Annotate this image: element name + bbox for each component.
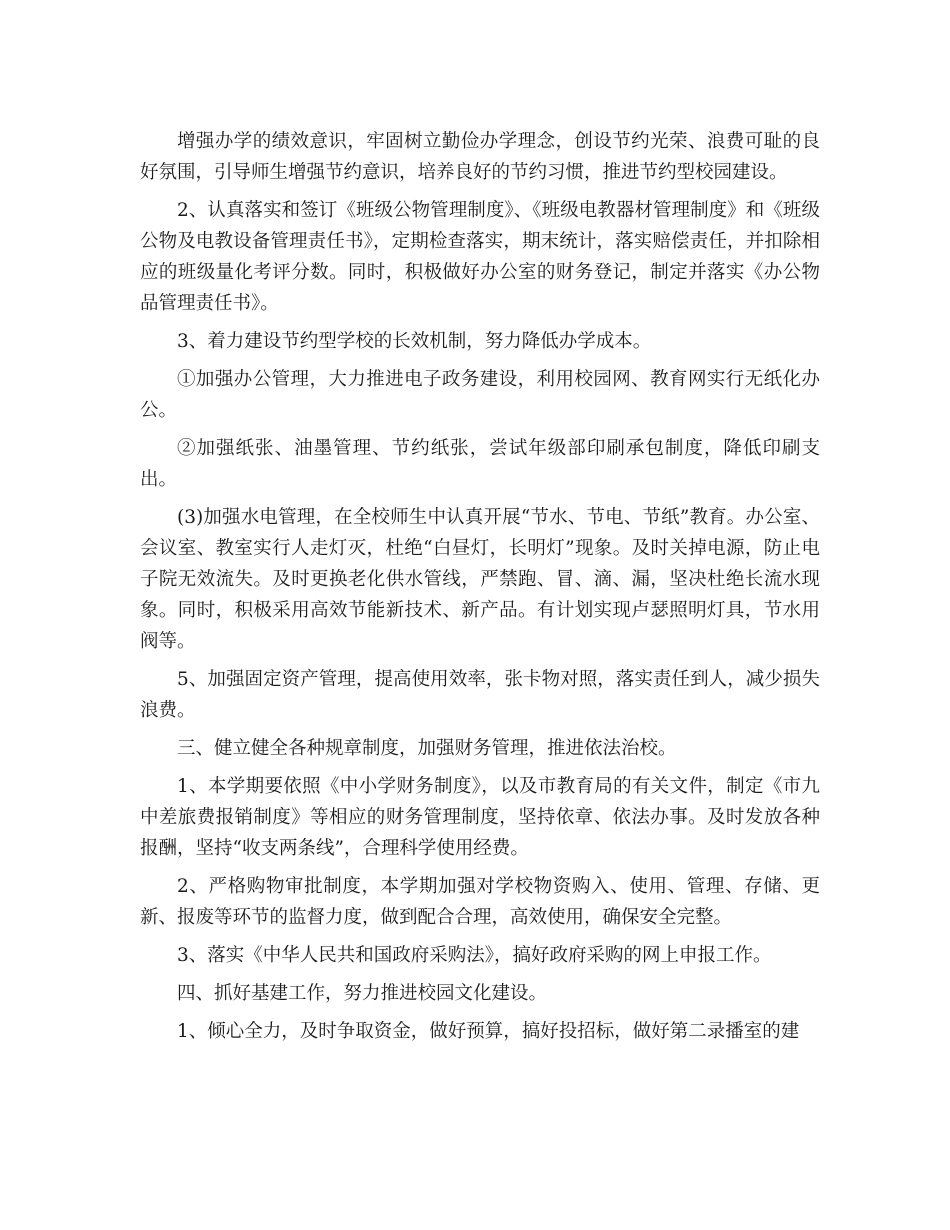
section-heading: 三、健立健全各种规章制度，加强财务管理，推进依法治校。 xyxy=(177,738,677,759)
paragraph: 3、着力建设节约型学校的长效机制，努力降低办学成本。 xyxy=(177,331,652,352)
paragraph: 3、落实《中华人民共和国政府采购法》，搞好政府采购的网上申报工作。 xyxy=(177,945,772,966)
paragraph: 1、本学期要依照《中小学财务制度》，以及市教育局的有关文件，制定《市九中差旅费报销制度》等相应的财务管理制度，坚持依章、依法办事。及时发放各种报酬，坚持“收支两条线”，合理科学使用经费。 xyxy=(140,776,820,859)
paragraph: ②加强纸张、油墨管理、节约纸张，尝试年级部印刷承包制度，降低印刷支出。 xyxy=(140,438,820,490)
paragraph: 增强办学的绩效意识，牢固树立勤俭办学理念，创设节约光荣、浪费可耻的良好氛围，引导师生增强节约意识，培养良好的节约习惯，推进节约型校园建设。 xyxy=(140,131,820,183)
paragraph: ①加强办公管理，大力推进电子政务建设，利用校园网、教育网实行无纸化办公。 xyxy=(140,369,820,421)
section-heading: 四、抓好基建工作，努力推进校园文化建设。 xyxy=(177,983,548,1004)
paragraph: 1、倾心全力，及时争取资金，做好预算，搞好投招标，做好第二录播室的建 xyxy=(177,1021,800,1042)
paragraph: 5、加强固定资产管理，提高使用效率，张卡物对照，落实责任到人，减少损失浪费。 xyxy=(140,669,820,721)
paragraph: (3)加强水电管理，在全校师生中认真开展“节水、节电、节纸”教育。办公室、会议室、教室实行人走灯灭，杜绝“白昼灯，长明灯”现象。及时关掉电源，防止电子院无效流失。及时更换老化供水管线，严禁跑、冒、滴、漏，坚决杜绝长流水现象。同时，积极采用高效节能新技术、新产品。有计划实现卢瑟照明灯具，节水用阀等。 xyxy=(140,507,820,652)
document-body xyxy=(140,126,820,1054)
paragraph: 2、认真落实和签订《班级公物管理制度》、《班级电教器材管理制度》和《班级公物及电教设备管理责任书》，定期检查落实，期末统计，落实赔偿责任，并扣除相应的班级量化考评分数。同时，积极做好办公室的财务登记，制定并落实《办公物品管理责任书》。 xyxy=(140,200,820,314)
paragraph: 2、严格购物审批制度，本学期加强对学校物资购入、使用、管理、存储、更新、报废等环节的监督力度，做到配合合理，高效使用，确保安全完整。 xyxy=(140,876,820,928)
